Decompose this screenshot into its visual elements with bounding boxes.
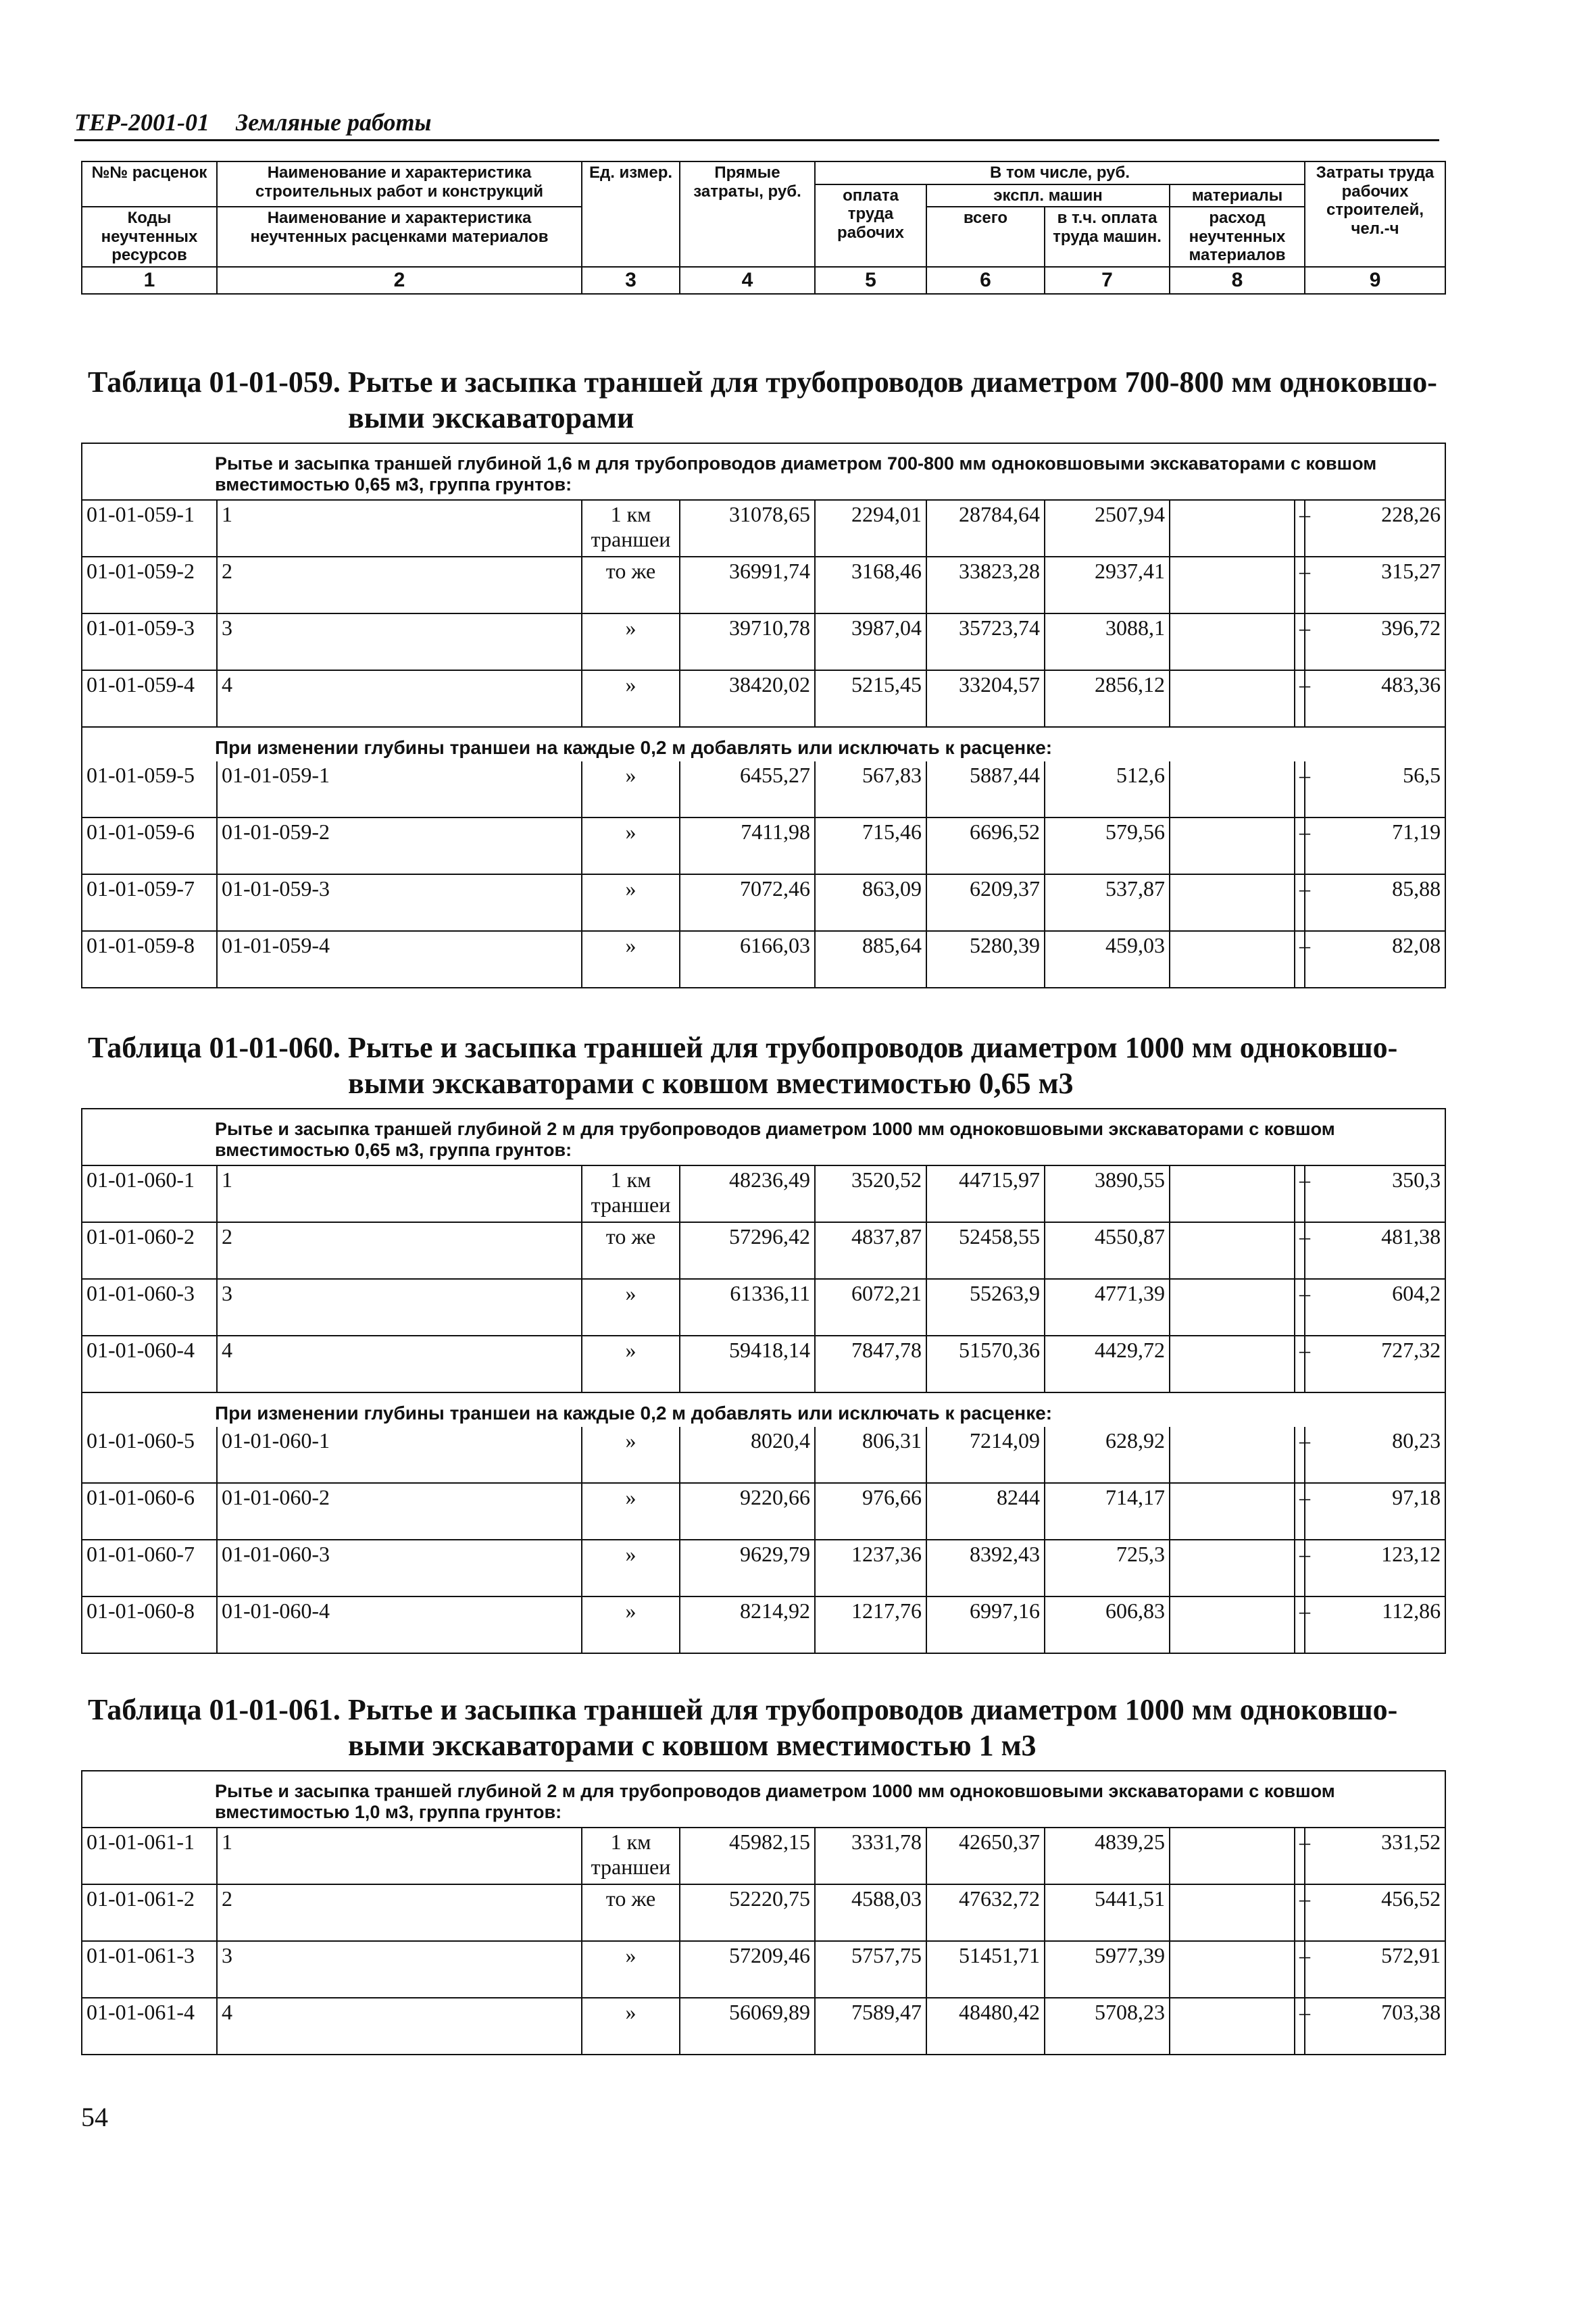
depth-adjustment-note: При изменении глубины траншеи на каждые 0,2 м добавлять или исключать к расценке: <box>82 727 1445 761</box>
rate-code: 01-01-060-6 <box>82 1483 217 1540</box>
rate-code: 01-01-059-8 <box>82 931 217 988</box>
machine-labor-pay: 4429,72 <box>1045 1336 1170 1392</box>
machines-total: 35723,74 <box>926 613 1045 670</box>
direct-cost: 48236,49 <box>680 1165 815 1222</box>
table-row <box>82 1222 1445 1279</box>
machine-labor-pay: 725,3 <box>1045 1540 1170 1596</box>
direct-cost: 38420,02 <box>680 670 815 727</box>
rate-position: 3 <box>217 1279 582 1336</box>
materials-use: – <box>1295 1998 1305 2055</box>
col-unit: Ед. измер. <box>582 161 680 267</box>
machines-total: 6696,52 <box>926 818 1045 874</box>
table-row <box>82 1941 1445 1998</box>
rate-position: 01-01-060-1 <box>217 1427 582 1483</box>
group-heading: Рытье и засыпка траншей глубиной 1,6 м для трубопроводов диаметром 700-800 мм одноковшовыми экскаваторами с ковшом вместимостью 0,65 м3, группа грунтов: <box>82 443 1445 500</box>
col-incl: В том числе, руб. <box>815 161 1305 184</box>
labor-hours: 56,5 <box>1305 761 1445 818</box>
labor-hours: 331,52 <box>1305 1828 1445 1884</box>
labor-hours: 481,38 <box>1305 1222 1445 1279</box>
rate-code: 01-01-060-2 <box>82 1222 217 1279</box>
col-direct: Прямые затраты, руб. <box>680 161 815 267</box>
unit: 1 км траншеи <box>582 1165 680 1222</box>
materials-use: – <box>1295 1941 1305 1998</box>
materials-use: – <box>1295 1427 1305 1483</box>
materials-use: – <box>1295 931 1305 988</box>
unit: » <box>582 1427 680 1483</box>
machines-total: 48480,42 <box>926 1998 1045 2055</box>
direct-cost: 45982,15 <box>680 1828 815 1884</box>
table-row <box>82 1165 1445 1222</box>
machines-total: 28784,64 <box>926 500 1045 557</box>
rate-code: 01-01-061-4 <box>82 1998 217 2055</box>
table-title-line: Таблица 01-01-059. Рытье и засыпка траншей для трубопроводов диаметром 700-800 мм одноковшо- <box>88 366 1437 399</box>
table-row <box>82 931 1445 988</box>
page-number: 54 <box>81 2102 108 2132</box>
col-name-a: Наименование и характеристика строительных работ и конструкций <box>217 161 582 207</box>
labor-hours: 85,88 <box>1305 874 1445 931</box>
table-row <box>82 818 1445 874</box>
rate-position: 01-01-060-4 <box>217 1596 582 1653</box>
table-title-line: Таблица 01-01-060. Рытье и засыпка траншей для трубопроводов диаметром 1000 мм одноковшо- <box>88 1031 1398 1064</box>
col-pay: оплата труда рабочих <box>815 184 926 267</box>
unit: » <box>582 1483 680 1540</box>
rate-position: 4 <box>217 1336 582 1392</box>
table-title <box>88 1692 1439 1764</box>
table-row <box>82 670 1445 727</box>
col-total: всего <box>926 207 1045 267</box>
machine-labor-pay: 3890,55 <box>1045 1165 1170 1222</box>
materials-use: – <box>1295 613 1305 670</box>
rate-code: 01-01-060-1 <box>82 1165 217 1222</box>
materials-codes <box>1170 1884 1295 1941</box>
materials-codes <box>1170 670 1295 727</box>
table-row <box>82 1884 1445 1941</box>
materials-use: – <box>1295 500 1305 557</box>
machines-total: 51451,71 <box>926 1941 1045 1998</box>
machine-labor-pay: 512,6 <box>1045 761 1170 818</box>
machines-total: 33823,28 <box>926 557 1045 613</box>
table-title-line: Таблица 01-01-061. Рытье и засыпка траншей для трубопроводов диаметром 1000 мм одноковшо- <box>88 1693 1398 1726</box>
direct-cost: 6166,03 <box>680 931 815 988</box>
rate-code: 01-01-059-7 <box>82 874 217 931</box>
labor-pay: 863,09 <box>815 874 926 931</box>
direct-cost: 8214,92 <box>680 1596 815 1653</box>
col-mach-pay: в т.ч. оплата труда машин. <box>1045 207 1170 267</box>
col-number: 1 <box>82 267 217 295</box>
labor-pay: 3520,52 <box>815 1165 926 1222</box>
unit: » <box>582 1336 680 1392</box>
labor-hours: 228,26 <box>1305 500 1445 557</box>
unit: » <box>582 1596 680 1653</box>
table-row <box>82 1828 1445 1884</box>
table-row <box>82 874 1445 931</box>
materials-codes <box>1170 1941 1295 1998</box>
table-row <box>82 1540 1445 1596</box>
labor-pay: 6072,21 <box>815 1279 926 1336</box>
materials-use: – <box>1295 761 1305 818</box>
col-codes: Коды неучтенных ресурсов <box>82 207 217 267</box>
labor-hours: 123,12 <box>1305 1540 1445 1596</box>
unit: » <box>582 1279 680 1336</box>
rate-table <box>81 1108 1446 1654</box>
unit: » <box>582 761 680 818</box>
machine-labor-pay: 628,92 <box>1045 1427 1170 1483</box>
materials-use: – <box>1295 1540 1305 1596</box>
rate-position: 01-01-059-4 <box>217 931 582 988</box>
rate-position: 2 <box>217 1884 582 1941</box>
labor-hours: 703,38 <box>1305 1998 1445 2055</box>
labor-hours: 80,23 <box>1305 1427 1445 1483</box>
machines-total: 6997,16 <box>926 1596 1045 1653</box>
labor-pay: 5215,45 <box>815 670 926 727</box>
labor-pay: 7589,47 <box>815 1998 926 2055</box>
rate-code: 01-01-059-1 <box>82 500 217 557</box>
labor-pay: 715,46 <box>815 818 926 874</box>
labor-pay: 7847,78 <box>815 1336 926 1392</box>
materials-codes <box>1170 1596 1295 1653</box>
materials-codes <box>1170 1427 1295 1483</box>
rate-code: 01-01-060-5 <box>82 1427 217 1483</box>
labor-pay: 567,83 <box>815 761 926 818</box>
table-title-line: выми экскаваторами с ковшом вместимостью 1 м3 <box>348 1728 1037 1762</box>
unit: » <box>582 1998 680 2055</box>
materials-codes <box>1170 1222 1295 1279</box>
materials-codes <box>1170 1483 1295 1540</box>
col-number: 5 <box>815 267 926 295</box>
labor-pay: 1217,76 <box>815 1596 926 1653</box>
unit: » <box>582 670 680 727</box>
materials-use: – <box>1295 670 1305 727</box>
group-heading: Рытье и засыпка траншей глубиной 2 м для трубопроводов диаметром 1000 мм одноковшовыми экскаваторами с ковшом вместимостью 1,0 м3, группа грунтов: <box>82 1771 1445 1828</box>
materials-use: – <box>1295 1336 1305 1392</box>
machine-labor-pay: 4550,87 <box>1045 1222 1170 1279</box>
unit: 1 км траншеи <box>582 1828 680 1884</box>
col-num-a: №№ расценок <box>82 161 217 207</box>
machine-labor-pay: 5708,23 <box>1045 1998 1170 2055</box>
depth-adjustment-note: При изменении глубины траншеи на каждые 0,2 м добавлять или исключать к расценке: <box>82 1392 1445 1427</box>
rate-code: 01-01-059-2 <box>82 557 217 613</box>
machines-total: 33204,57 <box>926 670 1045 727</box>
direct-cost: 7072,46 <box>680 874 815 931</box>
machines-total: 5887,44 <box>926 761 1045 818</box>
rate-code: 01-01-060-8 <box>82 1596 217 1653</box>
machines-total: 7214,09 <box>926 1427 1045 1483</box>
machines-total: 55263,9 <box>926 1279 1045 1336</box>
labor-pay: 3987,04 <box>815 613 926 670</box>
unit: то же <box>582 557 680 613</box>
materials-codes <box>1170 500 1295 557</box>
machines-total: 5280,39 <box>926 931 1045 988</box>
labor-pay: 4588,03 <box>815 1884 926 1941</box>
machines-total: 52458,55 <box>926 1222 1045 1279</box>
materials-codes <box>1170 818 1295 874</box>
direct-cost: 39710,78 <box>680 613 815 670</box>
rate-position: 01-01-059-3 <box>217 874 582 931</box>
direct-cost: 9629,79 <box>680 1540 815 1596</box>
machine-labor-pay: 2507,94 <box>1045 500 1170 557</box>
direct-cost: 31078,65 <box>680 500 815 557</box>
materials-use: – <box>1295 1165 1305 1222</box>
col-name-b: Наименование и характеристика неучтенных расценками материалов <box>217 207 582 267</box>
col-mat-use: расход неучтенных материалов <box>1170 207 1305 267</box>
direct-cost: 52220,75 <box>680 1884 815 1941</box>
rate-code: 01-01-061-2 <box>82 1884 217 1941</box>
table-row <box>82 1279 1445 1336</box>
labor-pay: 1237,36 <box>815 1540 926 1596</box>
labor-hours: 82,08 <box>1305 931 1445 988</box>
table-title <box>88 1030 1439 1102</box>
machine-labor-pay: 714,17 <box>1045 1483 1170 1540</box>
unit: » <box>582 613 680 670</box>
machines-total: 8244 <box>926 1483 1045 1540</box>
machine-labor-pay: 3088,1 <box>1045 613 1170 670</box>
table-row <box>82 613 1445 670</box>
direct-cost: 57296,42 <box>680 1222 815 1279</box>
materials-use: – <box>1295 1279 1305 1336</box>
col-machines: экспл. машин <box>926 184 1170 207</box>
labor-hours: 350,3 <box>1305 1165 1445 1222</box>
materials-codes <box>1170 557 1295 613</box>
rate-code: 01-01-060-4 <box>82 1336 217 1392</box>
machine-labor-pay: 4839,25 <box>1045 1828 1170 1884</box>
unit: 1 км траншеи <box>582 500 680 557</box>
unit: » <box>582 931 680 988</box>
direct-cost: 8020,4 <box>680 1427 815 1483</box>
labor-pay: 885,64 <box>815 931 926 988</box>
machines-total: 51570,36 <box>926 1336 1045 1392</box>
labor-pay: 5757,75 <box>815 1941 926 1998</box>
col-number: 6 <box>926 267 1045 295</box>
machine-labor-pay: 537,87 <box>1045 874 1170 931</box>
rate-code: 01-01-059-5 <box>82 761 217 818</box>
materials-codes <box>1170 613 1295 670</box>
rate-code: 01-01-059-3 <box>82 613 217 670</box>
rate-code: 01-01-060-3 <box>82 1279 217 1336</box>
labor-pay: 976,66 <box>815 1483 926 1540</box>
direct-cost: 9220,66 <box>680 1483 815 1540</box>
direct-cost: 59418,14 <box>680 1336 815 1392</box>
materials-use: – <box>1295 1222 1305 1279</box>
materials-codes <box>1170 1828 1295 1884</box>
materials-use: – <box>1295 557 1305 613</box>
machine-labor-pay: 2937,41 <box>1045 557 1170 613</box>
labor-hours: 727,32 <box>1305 1336 1445 1392</box>
direct-cost: 7411,98 <box>680 818 815 874</box>
labor-hours: 315,27 <box>1305 557 1445 613</box>
rate-position: 3 <box>217 613 582 670</box>
machines-total: 42650,37 <box>926 1828 1045 1884</box>
rate-position: 4 <box>217 670 582 727</box>
rate-position: 2 <box>217 1222 582 1279</box>
unit: » <box>582 1540 680 1596</box>
machines-total: 6209,37 <box>926 874 1045 931</box>
machines-total: 8392,43 <box>926 1540 1045 1596</box>
direct-cost: 56069,89 <box>680 1998 815 2055</box>
running-head-code: ТЕР-2001-01 <box>74 109 209 136</box>
labor-pay: 2294,01 <box>815 500 926 557</box>
labor-hours: 456,52 <box>1305 1884 1445 1941</box>
labor-pay: 806,31 <box>815 1427 926 1483</box>
materials-codes <box>1170 1998 1295 2055</box>
col-labor: Затраты труда рабочих строителей, чел.-ч <box>1305 161 1445 267</box>
labor-pay: 3331,78 <box>815 1828 926 1884</box>
rate-code: 01-01-060-7 <box>82 1540 217 1596</box>
col-number: 2 <box>217 267 582 295</box>
machines-total: 47632,72 <box>926 1884 1045 1941</box>
labor-hours: 604,2 <box>1305 1279 1445 1336</box>
labor-hours: 572,91 <box>1305 1941 1445 1998</box>
table-row <box>82 500 1445 557</box>
materials-use: – <box>1295 874 1305 931</box>
rate-code: 01-01-061-3 <box>82 1941 217 1998</box>
machines-total: 44715,97 <box>926 1165 1045 1222</box>
col-materials: материалы <box>1170 184 1305 207</box>
table-row <box>82 761 1445 818</box>
materials-use: – <box>1295 1483 1305 1540</box>
rate-position: 01-01-060-3 <box>217 1540 582 1596</box>
machine-labor-pay: 606,83 <box>1045 1596 1170 1653</box>
materials-use: – <box>1295 1828 1305 1884</box>
labor-hours: 112,86 <box>1305 1596 1445 1653</box>
table-row <box>82 1596 1445 1653</box>
machine-labor-pay: 579,56 <box>1045 818 1170 874</box>
col-number: 8 <box>1170 267 1305 295</box>
table-row <box>82 1427 1445 1483</box>
running-head-section: Земляные работы <box>235 109 432 136</box>
materials-codes <box>1170 874 1295 931</box>
rate-code: 01-01-059-6 <box>82 818 217 874</box>
group-heading: Рытье и засыпка траншей глубиной 2 м для трубопроводов диаметром 1000 мм одноковшовыми экскаваторами с ковшом вместимостью 0,65 м3, группа грунтов: <box>82 1109 1445 1165</box>
rate-position: 4 <box>217 1998 582 2055</box>
table-row <box>82 1483 1445 1540</box>
table-title <box>88 365 1439 436</box>
direct-cost: 36991,74 <box>680 557 815 613</box>
materials-codes <box>1170 1336 1295 1392</box>
rate-position: 1 <box>217 1165 582 1222</box>
machine-labor-pay: 5441,51 <box>1045 1884 1170 1941</box>
unit: » <box>582 874 680 931</box>
rate-position: 2 <box>217 557 582 613</box>
table-title-line: выми экскаваторами с ковшом вместимостью 0,65 м3 <box>348 1066 1074 1100</box>
table-row <box>82 1998 1445 2055</box>
rate-position: 1 <box>217 500 582 557</box>
col-number: 3 <box>582 267 680 295</box>
machine-labor-pay: 5977,39 <box>1045 1941 1170 1998</box>
table-row <box>82 1336 1445 1392</box>
running-head <box>74 108 1439 141</box>
machine-labor-pay: 2856,12 <box>1045 670 1170 727</box>
unit: » <box>582 818 680 874</box>
materials-codes <box>1170 761 1295 818</box>
rate-position: 3 <box>217 1941 582 1998</box>
col-number: 9 <box>1305 267 1445 295</box>
materials-codes <box>1170 1165 1295 1222</box>
direct-cost: 6455,27 <box>680 761 815 818</box>
materials-codes <box>1170 1540 1295 1596</box>
unit: то же <box>582 1884 680 1941</box>
labor-hours: 483,36 <box>1305 670 1445 727</box>
rate-position: 01-01-060-2 <box>217 1483 582 1540</box>
machine-labor-pay: 459,03 <box>1045 931 1170 988</box>
materials-codes <box>1170 1279 1295 1336</box>
direct-cost: 61336,11 <box>680 1279 815 1336</box>
materials-use: – <box>1295 818 1305 874</box>
rate-table <box>81 443 1446 988</box>
rate-code: 01-01-061-1 <box>82 1828 217 1884</box>
rate-position: 01-01-059-1 <box>217 761 582 818</box>
labor-hours: 396,72 <box>1305 613 1445 670</box>
unit: » <box>582 1941 680 1998</box>
col-number: 4 <box>680 267 815 295</box>
labor-hours: 97,18 <box>1305 1483 1445 1540</box>
materials-use: – <box>1295 1596 1305 1653</box>
col-number: 7 <box>1045 267 1170 295</box>
labor-pay: 4837,87 <box>815 1222 926 1279</box>
materials-use: – <box>1295 1884 1305 1941</box>
column-header <box>81 161 1446 295</box>
rate-position: 01-01-059-2 <box>217 818 582 874</box>
machine-labor-pay: 4771,39 <box>1045 1279 1170 1336</box>
unit: то же <box>582 1222 680 1279</box>
table-title-line: выми экскаваторами <box>348 401 634 434</box>
table-row <box>82 557 1445 613</box>
materials-codes <box>1170 931 1295 988</box>
rate-table <box>81 1770 1446 2055</box>
labor-hours: 71,19 <box>1305 818 1445 874</box>
labor-pay: 3168,46 <box>815 557 926 613</box>
rate-position: 1 <box>217 1828 582 1884</box>
direct-cost: 57209,46 <box>680 1941 815 1998</box>
rate-code: 01-01-059-4 <box>82 670 217 727</box>
